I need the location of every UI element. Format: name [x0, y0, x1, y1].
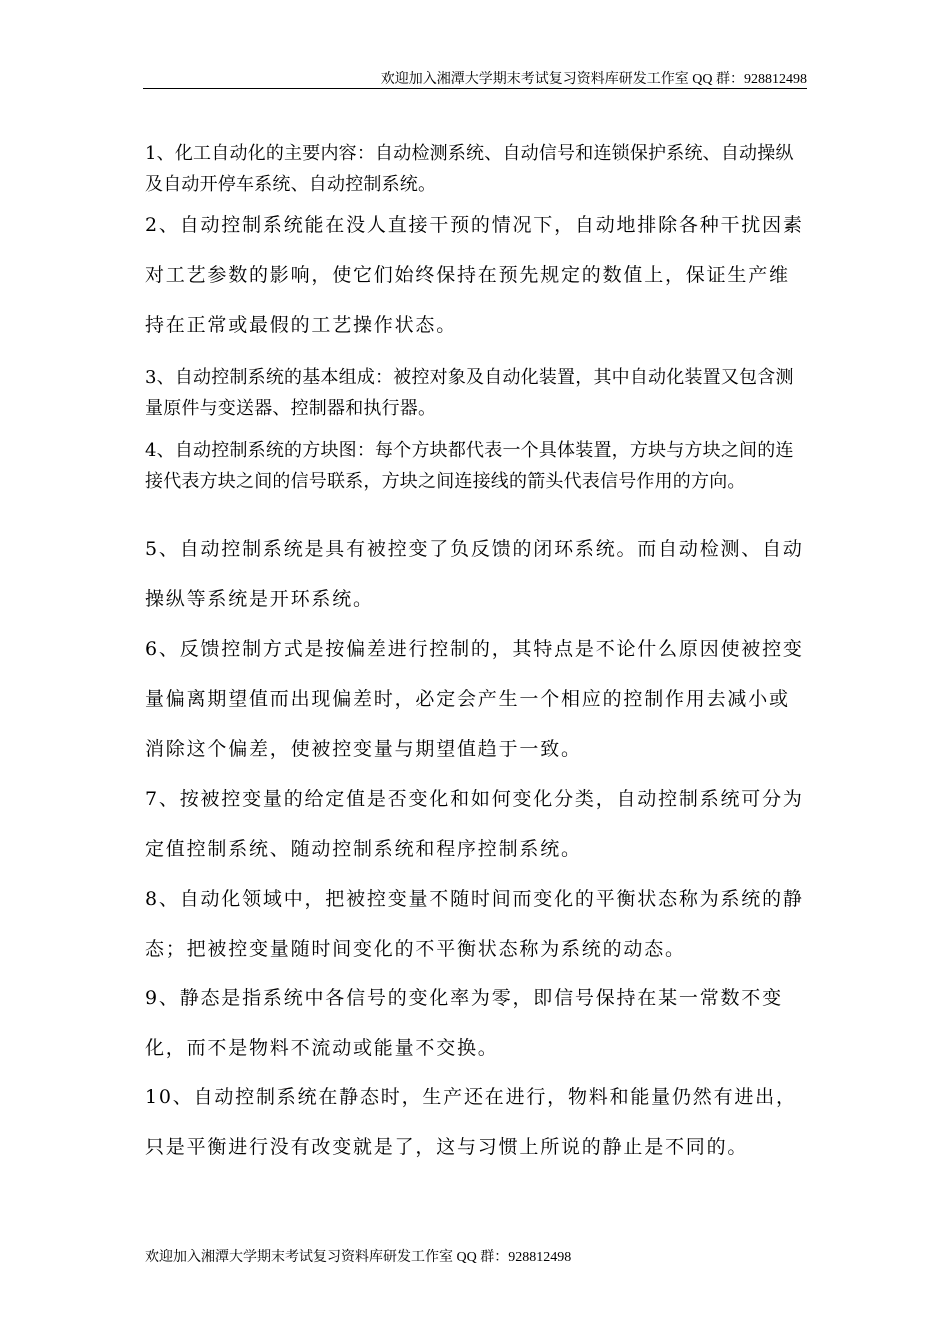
paragraph-9: 9、静态是指系统中各信号的变化率为零，即信号保持在某一常数不变化，而不是物料不流动或能量不交换。: [145, 987, 783, 1059]
page-footer: 欢迎加入湘潭大学期末考试复习资料库研发工作室 QQ 群：928812498: [145, 1250, 572, 1265]
header-divider: [143, 88, 807, 89]
paragraph-1: 1、化工自动化的主要内容：自动检测系统、自动信号和连锁保护系统、自动操纵及自动开停车系统、自动控制系统。: [145, 143, 794, 195]
paragraph-2: 2、自动控制系统能在没人直接干预的情况下，自动地排除各种干扰因素对工艺参数的影响，使它们始终保持在预先规定的数值上，保证生产维持在正常或最假的工艺操作状态。: [145, 214, 804, 336]
paragraph-4: 4、自动控制系统的方块图：每个方块都代表一个具体装置，方块与方块之间的连接代表方块之间的信号联系，方块之间连接线的箭头代表信号作用的方向。: [145, 440, 794, 492]
paragraph-5: 5、自动控制系统是具有被控变了负反馈的闭环系统。而自动检测、自动操纵等系统是开环系统。: [145, 538, 804, 610]
page-header: 欢迎加入湘潭大学期末考试复习资料库研发工作室 QQ 群：928812498: [380, 72, 807, 87]
paragraph-7: 7、按被控变量的给定值是否变化和如何变化分类，自动控制系统可分为定值控制系统、随动控制系统和程序控制系统。: [145, 788, 804, 860]
paragraph-10: 10、自动控制系统在静态时，生产还在进行，物料和能量仍然有进出，只是平衡进行没有改变就是了，这与习惯上所说的静止是不同的。: [145, 1086, 797, 1158]
paragraph-3: 3、自动控制系统的基本组成：被控对象及自动化装置，其中自动化装置又包含测量原件与变送器、控制器和执行器。: [145, 367, 794, 419]
paragraph-6: 6、反馈控制方式是按偏差进行控制的，其特点是不论什么原因使被控变量偏离期望值而出现偏差时，必定会产生一个相应的控制作用去减小或消除这个偏差，使被控变量与期望值趋于一致。: [145, 638, 804, 760]
paragraph-8: 8、自动化领域中，把被控变量不随时间而变化的平衡状态称为系统的静态；把被控变量随时间变化的不平衡状态称为系统的动态。: [145, 888, 804, 960]
